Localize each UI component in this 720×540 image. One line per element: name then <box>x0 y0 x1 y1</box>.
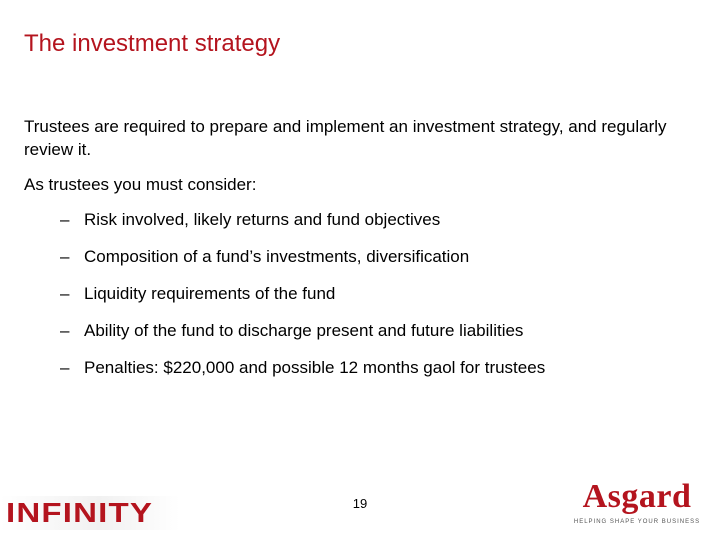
dash-bullet-icon: – <box>60 284 70 303</box>
dash-bullet-icon: – <box>60 321 70 340</box>
dash-bullet-icon: – <box>60 210 70 229</box>
list-item-text: Liquidity requirements of the fund <box>84 284 336 303</box>
list-item-text: Penalties: $220,000 and possible 12 months gaol for trustees <box>84 358 546 377</box>
list-item <box>60 319 684 342</box>
list-item <box>60 282 684 305</box>
slide-body <box>24 115 684 393</box>
lead-paragraph: As trustees you must consider: <box>24 175 257 194</box>
list-item <box>60 208 684 231</box>
asgard-wordmark: Asgard <box>582 478 692 515</box>
asgard-tagline: HELPING SHAPE YOUR BUSINESS <box>573 519 701 525</box>
list-item-text: Risk involved, likely returns and fund objectives <box>84 210 441 229</box>
list-item <box>60 245 684 268</box>
infinity-logo <box>0 496 180 530</box>
dash-bullet-icon: – <box>60 247 70 266</box>
page-number: 19 <box>352 496 368 511</box>
list-item <box>60 356 684 379</box>
infinity-wordmark: INFINITY <box>6 497 154 528</box>
consideration-list <box>24 208 684 379</box>
asgard-logo <box>572 478 702 534</box>
list-item-text: Composition of a fund’s investments, diversification <box>84 247 470 266</box>
intro-paragraph: Trustees are required to prepare and implement an investment strategy, and regularly review it. <box>24 117 667 159</box>
slide-title: The investment strategy <box>24 30 281 57</box>
dash-bullet-icon: – <box>60 358 70 377</box>
list-item-text: Ability of the fund to discharge present and future liabilities <box>84 321 524 340</box>
